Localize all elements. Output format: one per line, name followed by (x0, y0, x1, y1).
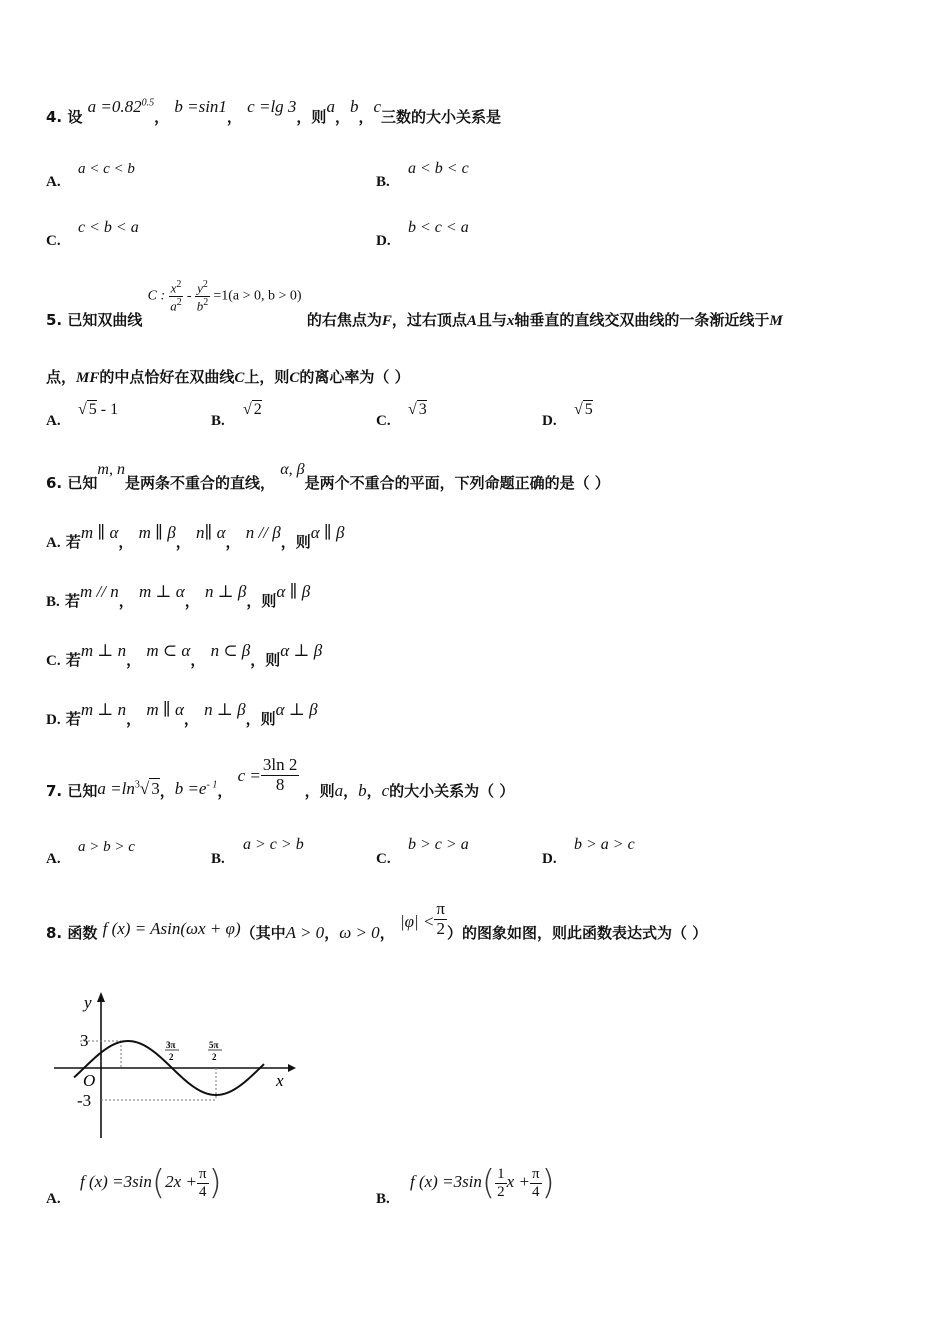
q5-option-a-label: A. (46, 413, 61, 429)
x-label: x (276, 1071, 284, 1090)
q8-pre: 函数 (67, 924, 98, 942)
origin-label: O (83, 1071, 96, 1090)
q5-option-b: √ 2 (243, 401, 262, 418)
x-tick2-num: 5π (209, 1040, 219, 1050)
q7-option-b-label: B. (211, 851, 225, 867)
q7-c-def: c = $\frac{3\ln 2}{8}$ (237, 755, 298, 794)
comma: ， (358, 108, 374, 126)
x-tick1-num: 3π (166, 1040, 176, 1050)
q8-option-b: f (x) =3sin( $\frac{1}{2}$ x + $\frac{\pi}{4}$ ) (410, 1163, 555, 1203)
q7-pre: 已知 (67, 782, 98, 800)
q4-option-b-label: B. (376, 174, 390, 190)
q5-option-d-label: D. (542, 413, 557, 429)
q4-var-c: c (373, 97, 382, 116)
comma: ， (154, 108, 170, 126)
q7-option-c: b > c > a (408, 836, 469, 853)
y-tick-minus3: -3 (77, 1091, 92, 1110)
q7-number: 7. (46, 782, 63, 800)
q8-number: 8. (46, 924, 63, 942)
q8-cond3: |φ| < $\frac{\pi}{2}$ (399, 899, 446, 938)
q5-stem-line1 (46, 281, 783, 331)
q4-option-a: a < c < b (78, 161, 135, 177)
q4-a-def: $a =0.82^{0.5}$ (87, 97, 155, 116)
q6-mn: m, n (97, 461, 125, 478)
q7-a-def: $a =\ln^3√$ 3 (97, 779, 160, 798)
q4-option-c-label: C. (46, 233, 61, 249)
q5-pre: 已知双曲线 (67, 311, 143, 330)
q8-option-a: f (x) =3sin(2x + $\frac{\pi}{4}$ ) (80, 1163, 222, 1203)
q8-text1: （其中 (240, 924, 286, 942)
q6-option-a: A. 若m ∥ α， m ∥ β， n∥ α， n // β，则α ∥ β (46, 523, 345, 551)
q5-MF: MF (76, 370, 100, 386)
q5-option-c: √ 3 (408, 401, 427, 418)
q4-b-def: b =sin1 (174, 97, 227, 116)
q4-post: 三数的大小关系是 (381, 108, 502, 126)
q7-stem: 7. 已知$a =\ln^3√$ 3，$b =e^{- 1}$， c = $\frac{3\ln 2}{8}$ ，则a，b，c的大小关系为（ ） (46, 755, 515, 800)
q6-option-c: C. 若m ⊥ n， m ⊂ α， n ⊂ β，则α ⊥ β (46, 641, 323, 669)
q7-option-d: b > a > c (574, 836, 635, 853)
q6-text2: 是两个不重合的平面，下列命题正确的是（ ） (304, 474, 610, 492)
q8-sine-graph (50, 988, 300, 1148)
q6-option-b: B. 若m // n， m ⊥ α， n ⊥ β，则α ∥ β (46, 582, 311, 610)
q5-x: x (506, 313, 515, 330)
q6-stem (46, 461, 610, 493)
q7-option-b: a > c > b (243, 836, 304, 853)
q4-option-b: a < b < c (408, 160, 469, 177)
x-tick2-den: 2 (212, 1052, 217, 1062)
q4-var-a: a (326, 97, 335, 116)
q8-stem: 8. 函数 f (x) = Asin(ωx + φ)（其中A > 0，ω > 0， |φ| < $\frac{\pi}{2}$ ）的图象如图，则此函数表达式为（ ） (46, 899, 708, 942)
y-tick-3: 3 (80, 1031, 89, 1050)
q4-option-a-label: A. (46, 174, 61, 190)
q8-option-a-label: A. (46, 1191, 61, 1207)
q7-b-def: $b =e^{- 1}$ (174, 779, 218, 798)
q5-F: F (381, 313, 392, 330)
q5-C: C (234, 370, 245, 386)
q4-var-b: b (349, 97, 359, 116)
q5-line2-d: 的离心率为（ ） (299, 368, 410, 386)
q4-stem (46, 97, 502, 127)
q4-option-d-label: D. (376, 233, 391, 249)
q4-option-d: b < c < a (408, 219, 469, 236)
q5-text3: 且与 (476, 311, 507, 330)
q6-option-d: D. 若m ⊥ n， m ∥ α， n ⊥ β，则α ⊥ β (46, 700, 318, 728)
x-tick1-den: 2 (169, 1052, 174, 1062)
q6-text1: 是两条不重合的直线， (124, 474, 275, 492)
q4-option-c: c < b < a (78, 219, 139, 236)
q8-cond1: A > 0 (285, 923, 325, 942)
q6-ab: α, β (280, 461, 305, 478)
q8-text2: ）的图象如图，则此函数表达式为（ ） (447, 924, 708, 942)
q5-hyperbola-equation: C : $\frac{x^2}{a^2}$ - $\frac{y^2}{b^2}$ =1(a > 0, b > 0) (147, 279, 302, 313)
q8-function: f (x) = Asin(ωx + φ) (102, 919, 241, 938)
comma: ， (334, 108, 350, 126)
q5-M: M (769, 313, 783, 330)
q5-text4: 轴垂直的直线交双曲线的一条渐近线于 (514, 311, 770, 330)
q5-text1: 的右焦点为 (306, 311, 382, 330)
q5-line2-b: 的中点恰好在双曲线 (99, 368, 235, 386)
q4-pre: 设 (67, 108, 83, 126)
q5-option-d: √ 5 (574, 401, 593, 418)
x-axis-arrow (288, 1064, 296, 1072)
q7-option-d-label: D. (542, 851, 557, 867)
y-label: y (84, 993, 92, 1012)
q4-mid: ，则 (296, 108, 327, 126)
q7-option-c-label: C. (376, 851, 391, 867)
q5-A: A (466, 313, 477, 330)
q7-option-a-label: A. (46, 851, 61, 867)
q8-option-b-label: B. (376, 1191, 390, 1207)
q6-pre: 已知 (67, 474, 98, 492)
comma: ， (226, 108, 242, 126)
q7-option-a: a > b > c (78, 839, 135, 855)
q5-number: 5. (46, 311, 63, 330)
q6-number: 6. (46, 474, 63, 492)
q4-c-def: c =lg 3 (247, 97, 297, 116)
q5-line2-c: 上，则 (244, 368, 290, 386)
q5-option-b-label: B. (211, 413, 225, 429)
q5-stem-line2 (46, 366, 410, 387)
q5-text2: ，过右顶点 (391, 311, 467, 330)
y-axis-arrow (97, 992, 105, 1002)
q5-C: C (289, 370, 300, 386)
q5-option-a: √ 5 - 1 (78, 401, 119, 418)
q5-option-c-label: C. (376, 413, 391, 429)
q5-line2-a: 点， (46, 368, 77, 386)
q8-cond2: ω > 0 (339, 923, 380, 942)
q4-number: 4. (46, 108, 63, 126)
